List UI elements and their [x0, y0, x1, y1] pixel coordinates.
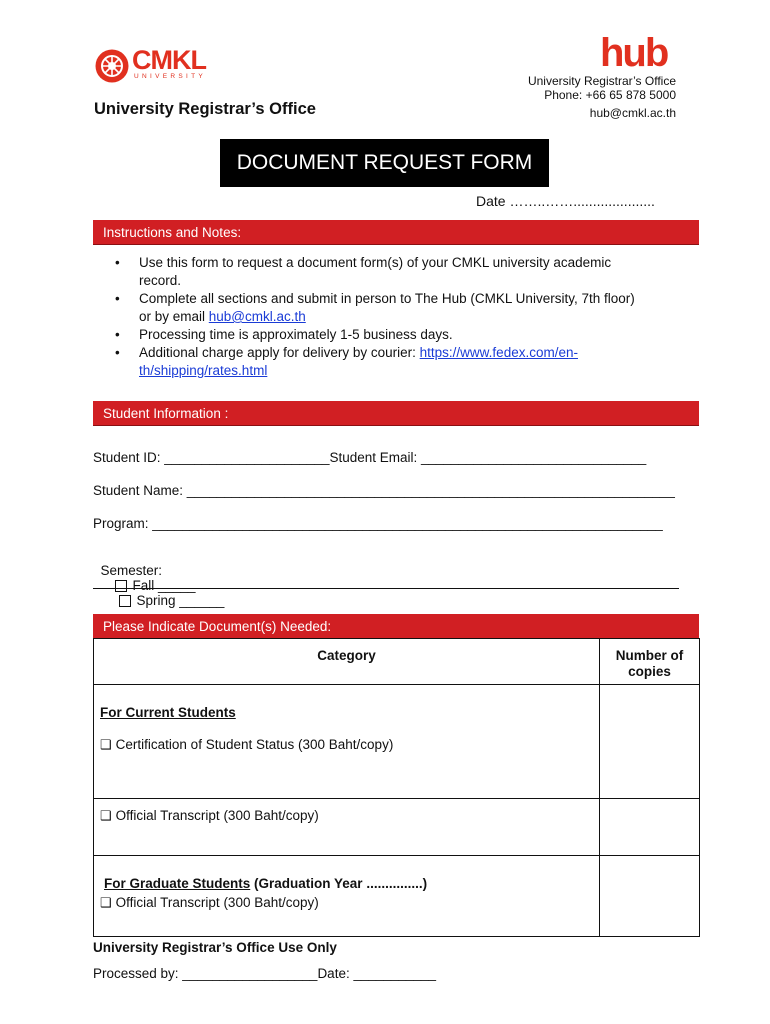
- logo-wordmark: CMKL: [132, 45, 206, 75]
- current-students-cell: [94, 685, 600, 799]
- cert-status-option[interactable]: [100, 737, 599, 753]
- documents-table: [93, 638, 700, 937]
- transcript-graduate-label: Official Transcript (300 Baht/copy): [115, 895, 319, 910]
- fall-checkbox[interactable]: [115, 580, 127, 592]
- transcript-current-cell: [94, 799, 600, 856]
- list-item: [110, 290, 650, 326]
- checkbox-icon[interactable]: ❑: [100, 808, 112, 823]
- student-name-field[interactable]: Student Name: _________________________________________________________________: [93, 483, 675, 498]
- table-row: [94, 856, 700, 937]
- documents-header: Please Indicate Document(s) Needed:: [93, 614, 699, 639]
- graduate-students-cell: [94, 856, 600, 937]
- program-field[interactable]: Program: ____________________________________________________________________: [93, 516, 663, 531]
- list-item: • Use this form to request a document form(s) of your CMKL university academic record.: [110, 254, 650, 290]
- graduate-students-heading: For Graduate Students: [104, 876, 251, 891]
- checkbox-icon[interactable]: ❑: [100, 737, 112, 752]
- form-title: DOCUMENT REQUEST FORM: [220, 139, 549, 187]
- list-item: • Processing time is approximately 1-5 business days.: [110, 326, 650, 344]
- office-title: University Registrar’s Office: [94, 100, 316, 118]
- graduate-heading-row: [100, 876, 599, 891]
- copies-header: [600, 639, 700, 685]
- copies-header-line1: Number of: [615, 648, 684, 663]
- hub-wordmark: hub: [600, 31, 668, 75]
- instruction-text: Complete all sections and submit in person to The Hub (CMKL University, 7th floor) or by email: [139, 291, 635, 324]
- list-item: [110, 344, 650, 380]
- hub-logo: [600, 31, 680, 75]
- contact-email: hub@cmkl.ac.th: [589, 106, 676, 120]
- date-field[interactable]: Date ……..…….....................: [476, 193, 655, 209]
- fall-label: Fall _____: [132, 578, 196, 593]
- spring-label: Spring ______: [136, 593, 225, 608]
- semester-label: Semester:: [100, 563, 163, 578]
- instructions-list: [110, 254, 650, 380]
- copies-input[interactable]: [600, 799, 700, 856]
- cmkl-logo: [94, 46, 214, 84]
- category-header: Category: [94, 639, 600, 685]
- transcript-current-label: Official Transcript (300 Baht/copy): [115, 808, 319, 823]
- copies-header-line2: copies: [628, 664, 671, 679]
- transcript-graduate-option[interactable]: [100, 895, 599, 911]
- table-row: [94, 685, 700, 799]
- email-link[interactable]: hub@cmkl.ac.th: [208, 309, 306, 324]
- student-id-email-field[interactable]: Student ID: ______________________Student Email: ______________________________: [93, 450, 647, 465]
- table-row: [94, 799, 700, 856]
- semester-row: [93, 548, 224, 608]
- transcript-current-option[interactable]: [100, 808, 599, 824]
- copies-input[interactable]: [600, 856, 700, 937]
- cert-status-label: Certification of Student Status (300 Baht/copy): [115, 737, 394, 752]
- office-use-title: University Registrar’s Office Use Only: [93, 940, 337, 955]
- table-row: [94, 639, 700, 685]
- section-divider: [93, 588, 679, 589]
- checkbox-icon[interactable]: ❑: [100, 895, 112, 910]
- student-info-header: Student Information :: [93, 401, 699, 426]
- logo-subtitle: UNIVERSITY: [134, 73, 207, 80]
- spring-checkbox[interactable]: [119, 595, 131, 607]
- instructions-header: Instructions and Notes:: [93, 220, 699, 245]
- contact-phone: Phone: +66 65 878 5000: [544, 88, 676, 102]
- graduation-year-field[interactable]: (Graduation Year ...............): [254, 876, 428, 891]
- current-students-heading: For Current Students: [100, 705, 236, 720]
- copies-input[interactable]: [600, 685, 700, 799]
- fedex-link[interactable]: https://www.fedex.com/en-th/shipping/rates.html: [139, 345, 578, 378]
- instruction-text: Additional charge apply for delivery by courier:: [139, 345, 420, 360]
- cmkl-emblem-icon: [94, 48, 130, 84]
- contact-office: University Registrar’s Office: [527, 74, 676, 88]
- processed-by-field[interactable]: Processed by: __________________Date: ___________: [93, 966, 437, 981]
